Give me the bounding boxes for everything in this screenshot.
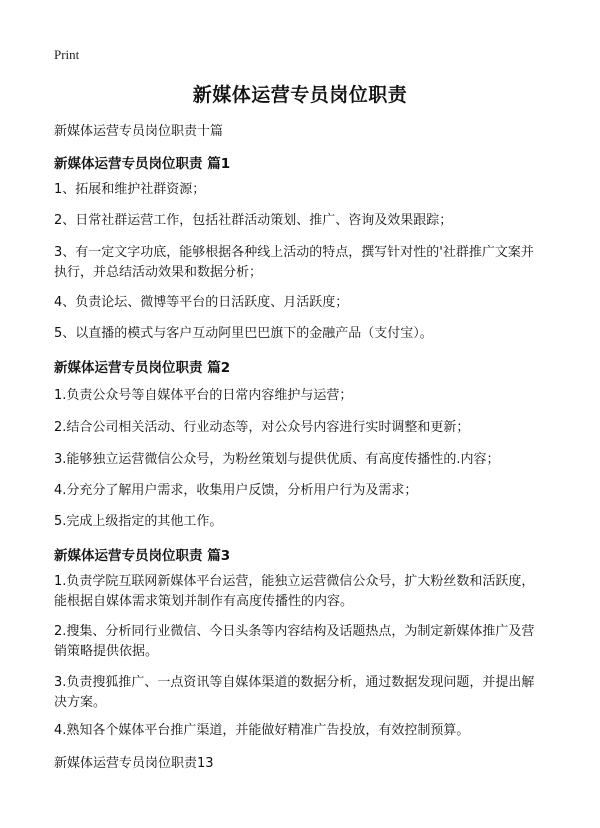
section-1-item-1: 1、拓展和维护社群资源； <box>54 182 206 197</box>
next-document-title: 新媒体运营专员岗位职责13 <box>54 756 214 771</box>
section-2-item-5: 5.完成上级指定的其他工作。 <box>54 514 223 529</box>
section-3-item-1: 1.负责学院互联网新媒体平台运营，能独立运营微信公众号，扩大粉丝数和活跃度，能根据自媒体需求策划并制作有高度传播性的内容。 <box>54 574 535 609</box>
section-2-item-4: 4.分充分了解用户需求，收集用户反馈，分析用户行为及需求； <box>54 483 418 498</box>
section-3-item-4: 4.熟知各个媒体平台推广渠道，并能做好精准广告投放，有效控制预算。 <box>54 723 470 738</box>
section-1-item-5: 5、以直播的模式与客户互动阿里巴巴旗下的金融产品（支付宝）。 <box>54 326 433 341</box>
section-2-item-3: 3.能够独立运营微信公众号，为粉丝策划与提供优质、有高度传播性的.内容； <box>54 452 500 467</box>
section-heading-2: 新媒体运营专员岗位职责 篇2 <box>54 360 231 376</box>
section-3-item-2: 2.搜集、分析同行业微信、今日头条等内容结构及话题热点，为制定新媒体推广及营销策略提供依据。 <box>54 624 535 659</box>
section-1-item-2: 2、日常社群运营工作，包括社群活动策划、推广、咨询及效果跟踪； <box>54 213 453 228</box>
section-heading-1: 新媒体运营专员岗位职责 篇1 <box>54 156 231 172</box>
print-label: Print <box>54 47 80 62</box>
section-2-item-2: 2.结合公司相关活动、行业动态等，对公众号内容进行实时调整和更新； <box>54 420 470 435</box>
section-heading-3: 新媒体运营专员岗位职责 篇3 <box>54 548 231 564</box>
document-subtitle: 新媒体运营专员岗位职责十篇 <box>54 124 224 139</box>
section-1-item-4: 4、负责论坛、微博等平台的日活跃度、月活跃度； <box>54 295 349 310</box>
section-3-item-3: 3.负责搜狐推广、一点资讯等自媒体渠道的数据分析，通过数据发现问题，并提出解决方案。 <box>54 675 535 710</box>
document-title: 新媒体运营专员岗位职责 <box>192 84 408 106</box>
section-2-item-1: 1.负责公众号等自媒体平台的日常内容维护与运营； <box>54 388 353 403</box>
section-1-item-3: 3、有一定文字功底，能够根据各种线上活动的特点，撰写针对性的'社群推广文案并执行，并总结活动效果和数据分析； <box>54 245 534 280</box>
